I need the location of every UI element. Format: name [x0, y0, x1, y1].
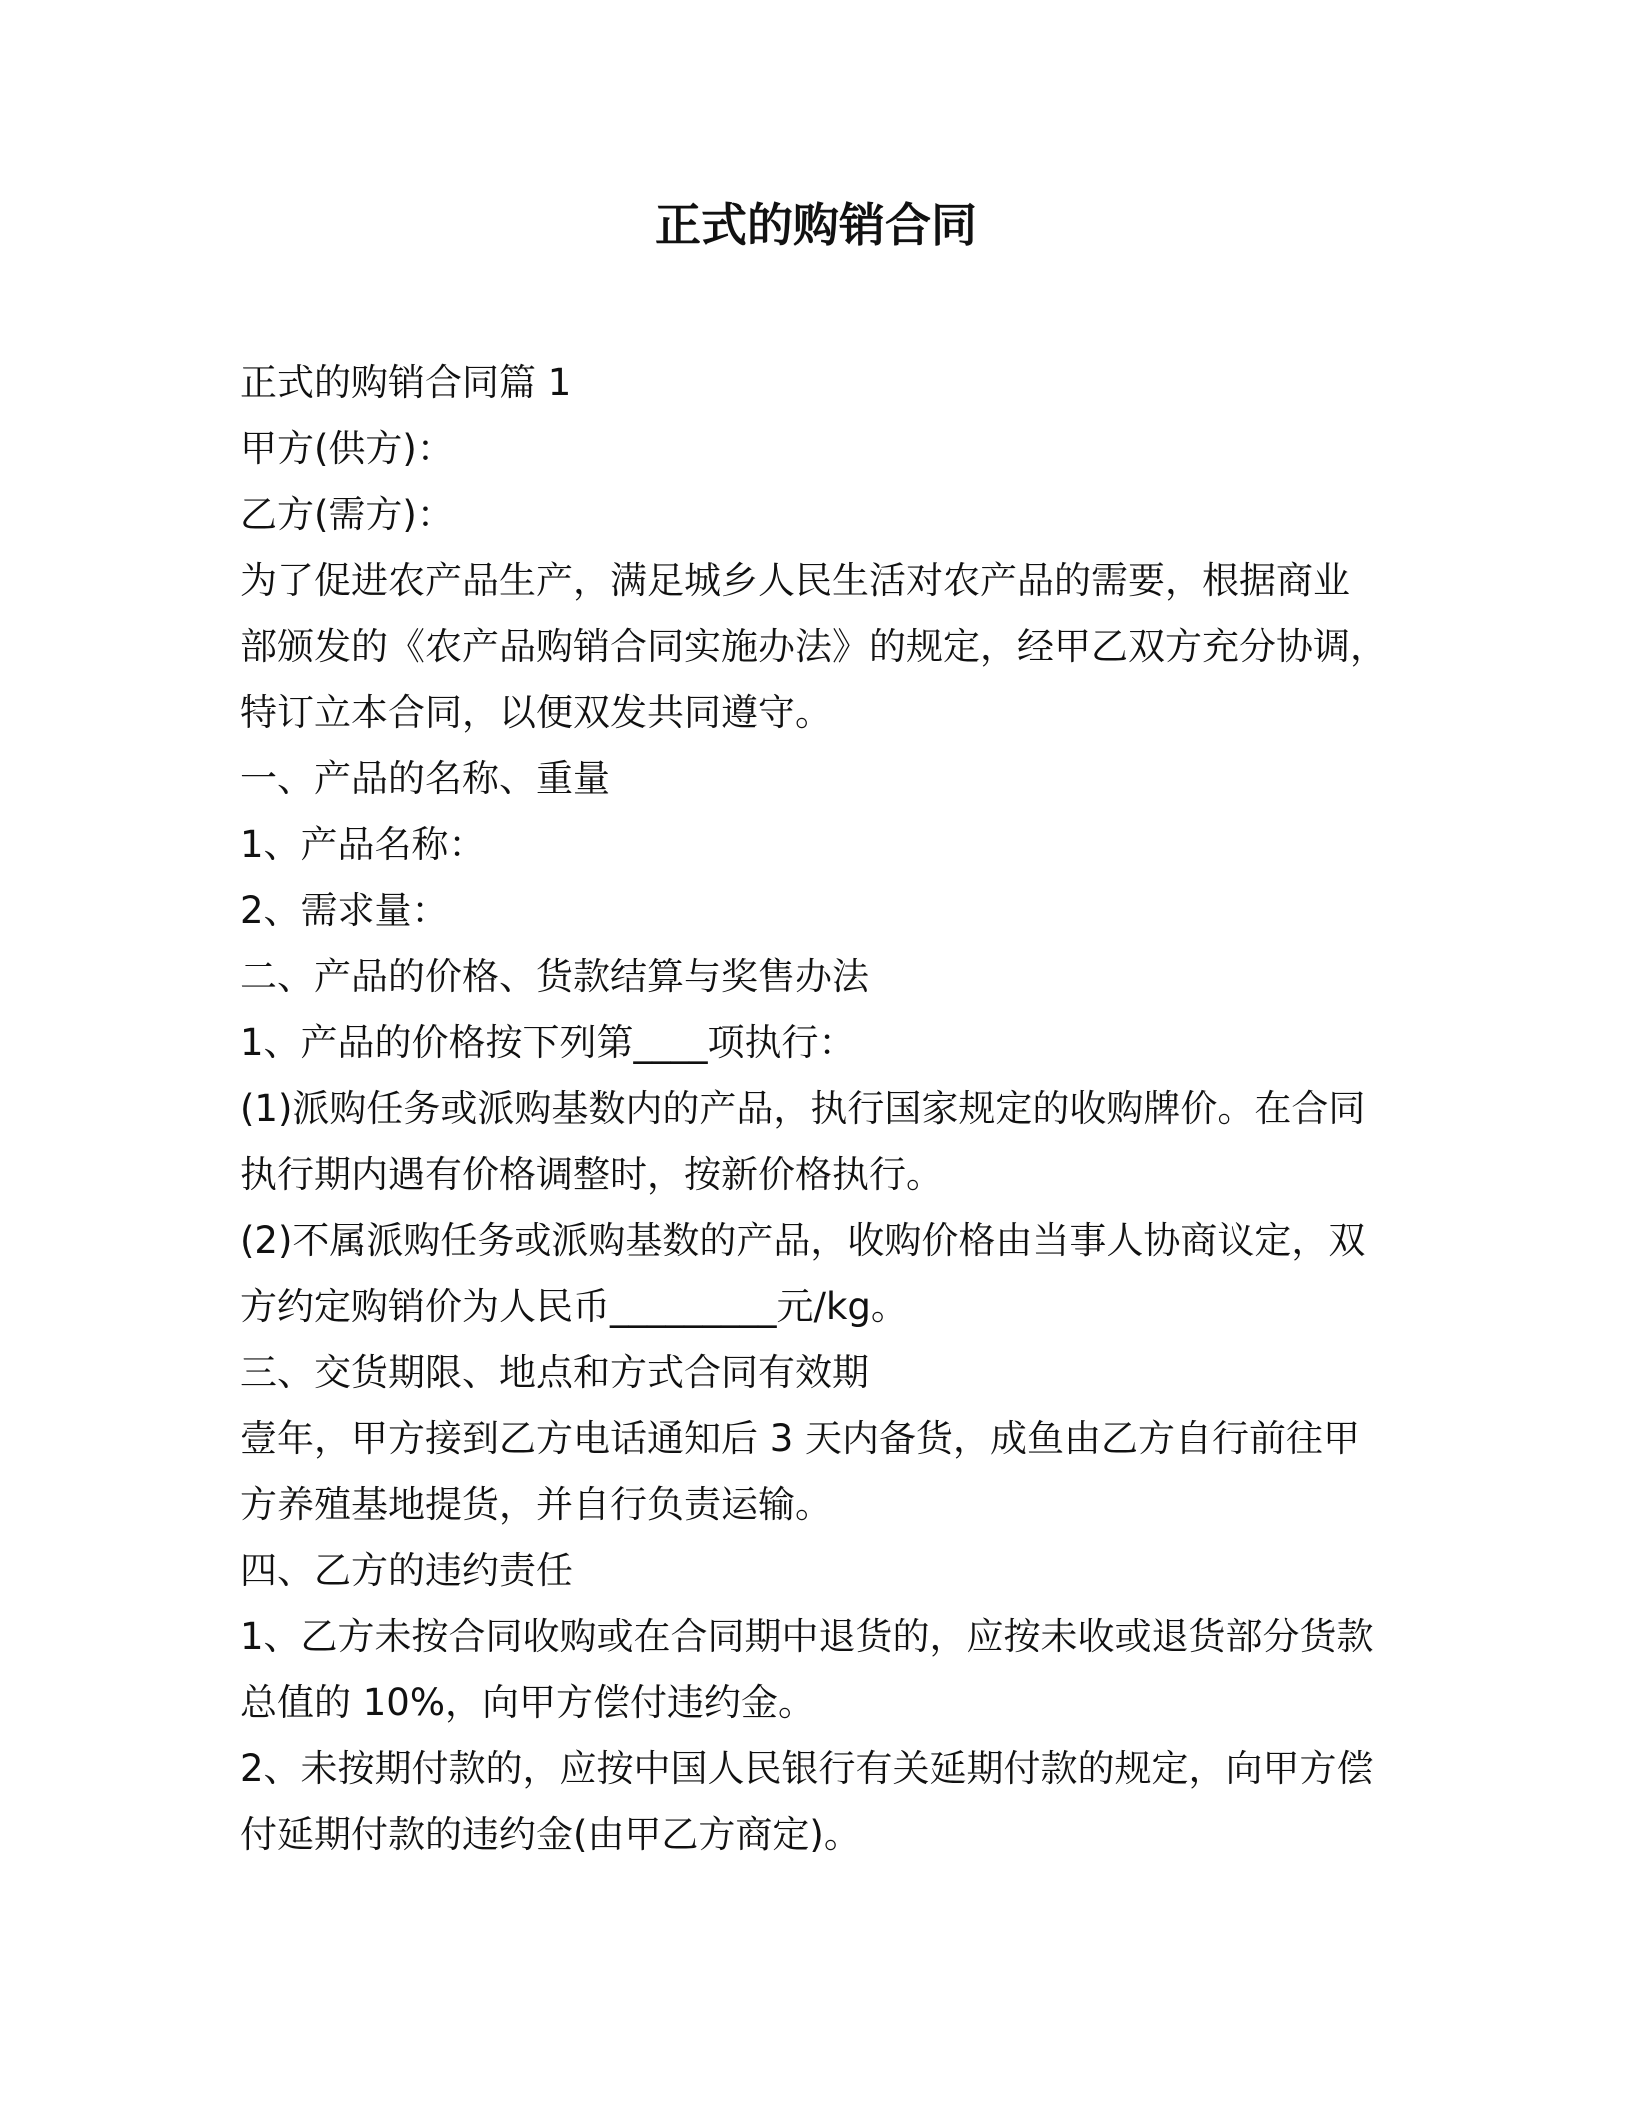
- clause-3-heading: 三、交货期限、地点和方式合同有效期: [240, 1351, 869, 1394]
- clause-2-heading: 二、产品的价格、货款结算与奖售办法: [240, 955, 869, 998]
- section-heading-part1: 正式的购销合同篇 1: [240, 361, 572, 404]
- clause-4-item-2-line-2: 付延期付款的违约金(由甲乙方商定)。: [240, 1813, 861, 1856]
- clause-4-item-2-line-1: 2、未按期付款的，应按中国人民银行有关延期付款的规定，向甲方偿: [240, 1747, 1374, 1790]
- preamble-line-2: 部颁发的《农产品购销合同实施办法》的规定，经甲乙双方充分协调，: [240, 625, 1387, 668]
- clause-2-sub-1-line-1: (1)派购任务或派购基数内的产品，执行国家规定的收购牌价。在合同: [240, 1087, 1366, 1130]
- clause-2-sub-1-line-2: 执行期内遇有价格调整时，按新价格执行。: [240, 1153, 943, 1196]
- clause-4-item-1-line-2: 总值的 10%，向甲方偿付违约金。: [240, 1681, 815, 1724]
- clause-4-heading: 四、乙方的违约责任: [240, 1549, 573, 1592]
- clause-4-item-1-line-1: 1、乙方未按合同收购或在合同期中退货的，应按未收或退货部分货款: [240, 1615, 1374, 1658]
- document-title: 正式的购销合同: [655, 198, 977, 252]
- document-body: [240, 350, 1390, 1868]
- clause-1-item-1: 1、产品名称：: [240, 823, 486, 866]
- clause-1-heading: 一、产品的名称、重量: [240, 757, 610, 800]
- clause-2-sub-2-line-1: (2)不属派购任务或派购基数的产品，收购价格由当事人协商议定，双: [240, 1219, 1366, 1262]
- party-b-line: 乙方(需方)：: [240, 493, 454, 536]
- preamble-line-3: 特订立本合同，以便双发共同遵守。: [240, 691, 832, 734]
- clause-3-line-1: 壹年，甲方接到乙方电话通知后 3 天内备货，成鱼由乙方自行前往甲: [240, 1417, 1361, 1460]
- party-a-line: 甲方(供方)：: [240, 427, 454, 470]
- preamble-line-1: 为了促进农产品生产，满足城乡人民生活对农产品的需要，根据商业: [240, 559, 1350, 602]
- clause-3-line-2: 方养殖基地提货，并自行负责运输。: [240, 1483, 832, 1526]
- clause-1-item-2: 2、需求量：: [240, 889, 449, 932]
- clause-2-item-1: 1、产品的价格按下列第____项执行：: [240, 1021, 856, 1064]
- clause-2-sub-2-line-2: 方约定购销价为人民币_________元/kg。: [240, 1285, 908, 1328]
